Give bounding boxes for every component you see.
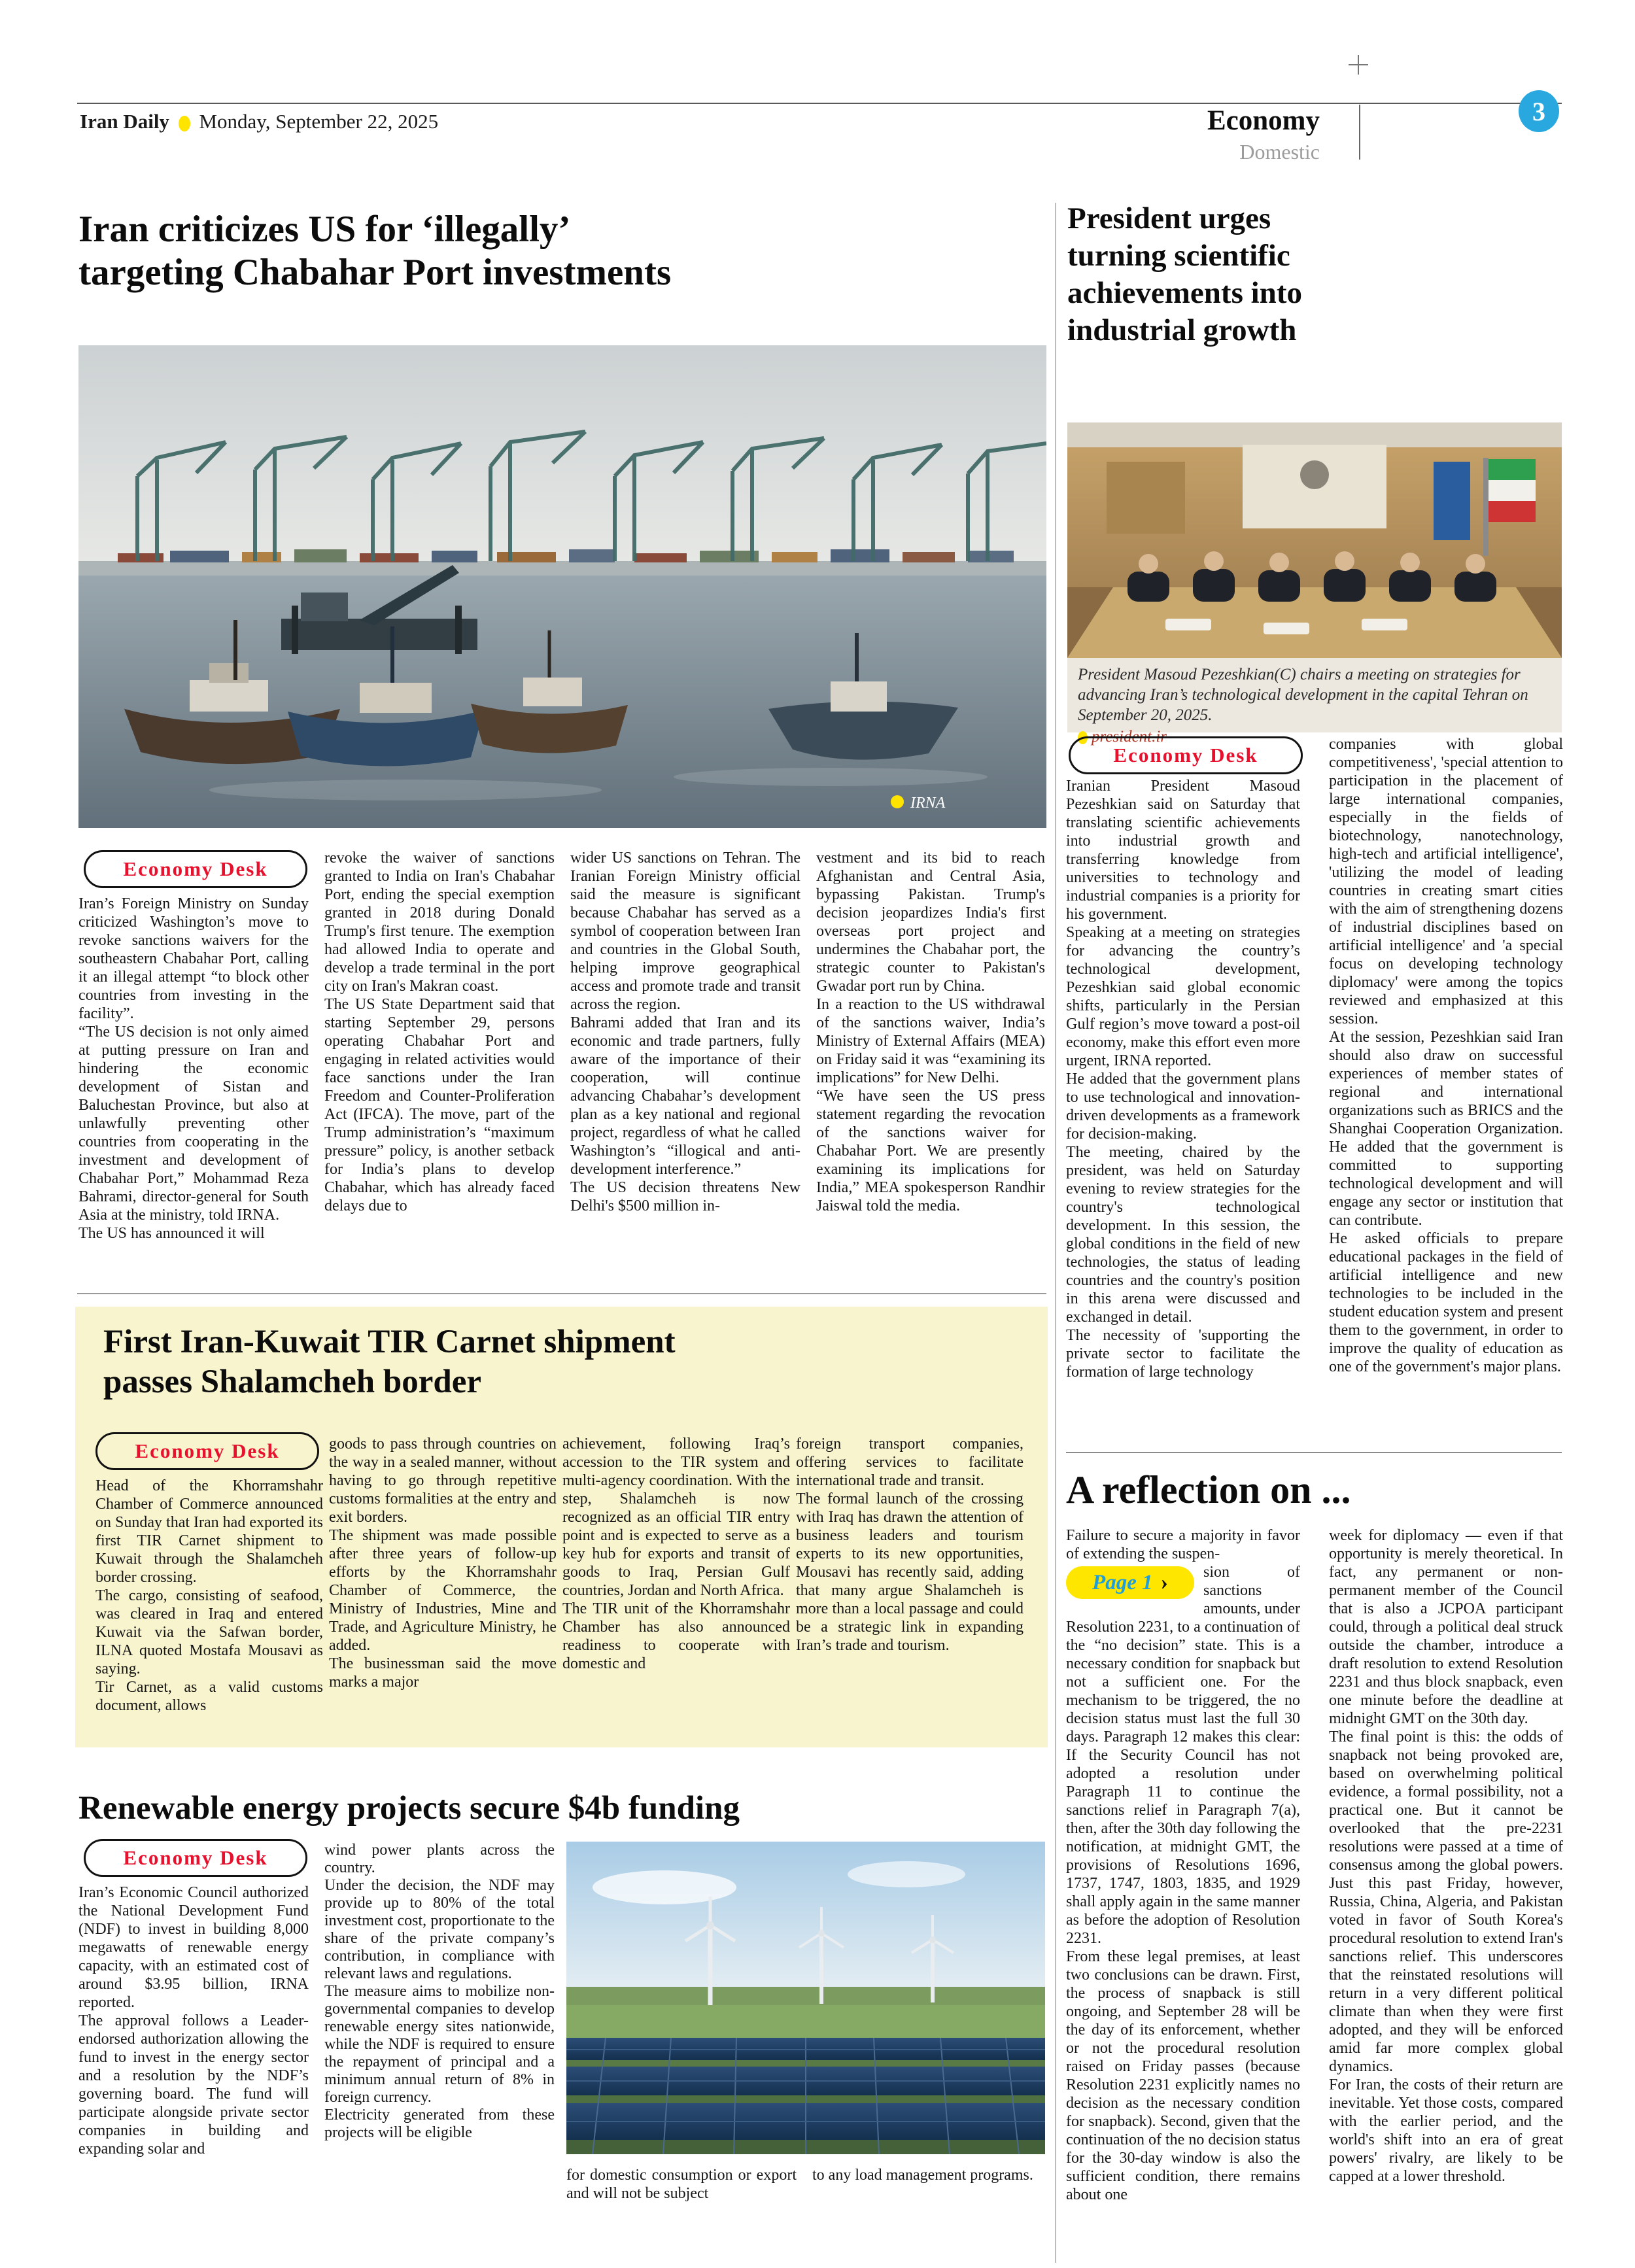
caption-text: President Masoud Pezeshkian(C) chairs a meeting on strategies for advancing Iran’s technological development in the capital Tehran on September 20, 2025. — [1078, 666, 1528, 724]
paragraph: foreign transport companies, offering services to facilitate international trade and transit. — [796, 1435, 1024, 1489]
paragraph: Speaking at a meeting on strategies for advancing the country’s technological development, Pezeshkian said global economic shifts, particularly in the Persian Gulf region’s move toward a post-oil economy, make this effort even more urgent, IRNA reported. — [1066, 924, 1300, 1069]
masthead — [80, 110, 438, 133]
reflection-column-1 — [1066, 1526, 1300, 2259]
tir-column-4 — [796, 1435, 1024, 1728]
paragraph: Page 1 › sion of sanctions amounts, under Resolution 2231, to a continuation of the “no decision” state. This is a necessary condition for snapback but not a sufficient one. For the mechanism to be triggered, the no decision status must last the full 30 days. Paragraph 12 makes this clear: If the Security Council has not adopted a resolution under Paragraph 11 to continue the sanctions relief in Paragraph 7(a), then, after the 30th day following the notification, at midnight GMT, the provisions of Resolutions 1696, 1737, 1747, 1803, 1835, and 1929 shall apply again in the same manner as before the adoption of Resolution 2231. — [1066, 1564, 1300, 1947]
solar-panels — [566, 2038, 1045, 2154]
president-photo — [1067, 422, 1562, 658]
paragraph: The US State Department said that starting September 29, persons operating Chabahar Port and engaging in related activities would face sanctions under the Iran Freedom and Counter-Proliferation Act (IFCA). The move, part of the Trump administration’s “maximum pressure” policy, is another setback for India’s plans to develop Chabahar, which has already faced delays due to — [324, 996, 555, 1214]
paragraph: The approval follows a Leader-endorsed authorization allowing the fund to invest in the energy sector and a resolution by the NDF’s governing board. The fund will participate alongside private sector companies in building and expanding solar and — [78, 2012, 309, 2157]
paragraph: The necessity of 'supporting the private sector to facilitate the formation of large technology — [1066, 1327, 1300, 1381]
page-1-link[interactable]: Page 1 › — [1066, 1566, 1194, 1599]
section-subtitle: Domestic — [1239, 140, 1320, 163]
chabahar-column-4 — [816, 849, 1045, 1270]
paragraph: Under the decision, the NDF may provide up to 80% of the total investment cost, proportionate to the share of the private company’s contribution, in compliance with relevant laws and regulations. — [324, 1877, 555, 1982]
renewable-headline: Renewable energy projects secure $4b funding — [78, 1790, 740, 1827]
chevron-right-icon: › — [1160, 1570, 1168, 1594]
paragraph: vestment and its bid to reach Afghanistan and Central Asia, bypassing Pakistan. Trump's decision jeopardizes India's first overseas port project and undermines the Chabahar port, the strategic counter to Pakistan's Gwadar port run by China. — [816, 850, 1045, 995]
renewable-continuation-1 — [566, 2166, 797, 2208]
paragraph: He asked officials to prepare educational packages in the field of artificial intelligence and new technologies to be included in the student education system and present them to the government, in order to improve the quality of education as one of the government's major plans. — [1329, 1230, 1563, 1375]
paragraph: The measure aims to mobilize non-governmental companies to develop renewable energy sites nationwide, while the NDF is required to ensure the repayment of principal and a minimum annual return of 8% in foreign currency. — [324, 1983, 555, 2106]
paragraph: Tir Carnet, as a valid customs document, allows — [95, 1679, 323, 1714]
meeting-illustration — [1067, 422, 1562, 658]
header-divider — [1359, 105, 1360, 160]
paragraph: Bahrami added that Iran and its economic and trade partners, fully aware of the importance of their cooperation, will continue advancing Chabahar’s development plan as a key national and regional project, regardless of what he called Washington’s “illogical and anti-development interference.” — [570, 1014, 800, 1178]
president-column-1 — [1066, 777, 1300, 1436]
paragraph: The shipment was made possible after three years of follow-up efforts by the Khorramshahr Chamber of Commerce, the Ministry of Industries, Mine and Trade, and Agriculture Ministry, he added. — [329, 1527, 557, 1654]
tv-screen — [1434, 462, 1470, 540]
credit-dot-icon — [891, 795, 904, 808]
issue-date: Monday, September 22, 2025 — [199, 110, 439, 133]
bullet-dot-icon — [179, 116, 190, 131]
president-column-2 — [1329, 735, 1563, 1431]
paragraph: week for diplomacy — even if that opportunity is merely theoretical. In fact, any permanent or non-permanent member of the Council that is also a JCPOA participant could, through a political deal struck outside the chamber, introduce a draft resolution to extend Resolution 2231 and thus block snapback, even one minute before the deadline at midnight GMT on the 30th day. — [1329, 1527, 1563, 1727]
economy-desk-badge-tir: Economy Desk — [95, 1432, 319, 1470]
president-photo-caption — [1067, 658, 1562, 746]
renewable-column-1 — [78, 1883, 309, 2250]
president-headline: President urges turning scientific achievements into industrial growth — [1067, 201, 1302, 347]
chabahar-column-2 — [324, 849, 555, 1270]
section-title: Economy — [1207, 105, 1320, 136]
paragraph: Iran’s Foreign Ministry on Sunday criticized Washington’s move to revoke sanctions waivers for the southeastern Chabahar Port, calling it an illegal attempt “to block other countries from investing in the facility”. — [78, 895, 309, 1022]
paragraph: Iran’s Economic Council authorized the National Development Fund (NDF) to invest in building 8,000 megawatts of renewable energy capacity, with an estimated cost of around $3.95 billion, IRNA reported. — [78, 1884, 309, 2011]
paragraph: He added that the government plans to use technological and innovation-driven developments as a framework for decision-making. — [1066, 1071, 1300, 1143]
tir-headline: First Iran-Kuwait TIR Carnet shipment passes Shalamcheh border — [103, 1324, 676, 1400]
economy-desk-badge-chabahar: Economy Desk — [84, 850, 307, 888]
column-divider — [1055, 203, 1056, 2263]
paragraph: In a reaction to the US withdrawal of the sanctions waiver, India’s Ministry of External Affairs (MEA) on Friday said it was “examining its implications” for New Delhi. — [816, 996, 1045, 1086]
paragraph: revoke the waiver of sanctions granted to India on Iran's Chabahar Port, ending the special exemption granted in 2018 during Donald Trump's first tenure. The exemption had allowed India to operate and develop a trade terminal in the port city on Iran's Makran coast. — [324, 850, 555, 995]
paragraph: to any load management programs. — [812, 2167, 1033, 2184]
page-number: 3 — [1532, 96, 1545, 126]
tir-column-3 — [562, 1435, 790, 1728]
tir-column-1 — [95, 1477, 323, 1733]
paragraph: Head of the Khorramshahr Chamber of Commerce announced on Sunday that Iran had exported its first TIR Carnet shipment to Kuwait through the Shalamcheh border crossing. — [95, 1477, 323, 1586]
economy-desk-badge-renewable: Economy Desk — [84, 1839, 307, 1877]
paragraph: companies with global competitiveness', 'special attention to participation in the placement of large international companies, especially in the fields of biotechnology, nanotechnology, high-tech and artificial intelligence', 'utilizing the model of leading countries in creating smart cities with the aim of strengthening dozens of industrial disciplines based on artificial intelligence' and 'a special focus on developing technology diplomacy' were among the topics reviewed and emphasized at this session. — [1329, 736, 1563, 1027]
paragraph: The formal launch of the crossing with Iraq has drawn the attention of business leaders and tourism experts to its new opportunities, Mousavi has recently said, adding that many argue Shalamcheh is more than a local passage and could be a strategic link in expanding Iran’s trade and tourism. — [796, 1490, 1024, 1654]
chabahar-column-1 — [78, 895, 309, 1279]
paragraph: The final point is this: the odds of snapback not being provoked are, based on overwhelming political evidence, a formal possibility, not a practical one. But it cannot be overlooked that the pre-2231 resolutions were passed at a time of consensus among the global powers. Just this past Friday, however, Russia, China, Algeria, and Pakistan voted in favor of South Korea's procedural resolution to extend Iran's sanctions relief. This underscores that the reinstated resolutions will return in a very different political climate than when they were first adopted, and they will be enforced amid far more complex global dynamics. — [1329, 1728, 1563, 2075]
paragraph: For Iran, the costs of their return are inevitable. Yet those costs, compared with the earlier period, and the world's shift into an era of great powers' rivalry, are likely to be capped at a lower threshold. — [1329, 2076, 1563, 2185]
paragraph: From these legal premises, at least two conclusions can be drawn. First, the process of snapback is still ongoing, and September 28 will be the day of its enforcement, whether or not the procedural resolution raised on Friday passes (because Resolution 2231 explicitly names no decision as the necessary condition for snapback). Second, given that the continuation of the no decision status for the 30-day window is also the sufficient condition, there remains about one — [1066, 1948, 1300, 2203]
caption-credit: president.ir — [1078, 728, 1551, 746]
renewable-photo — [566, 1842, 1045, 2154]
page-number-badge — [1519, 90, 1559, 132]
paragraph: At the session, Pezeshkian said Iran should also draw on successful experiences of member states of regional and international organizations such as BRICS and the Shanghai Cooperation Organization. He added that the government is committed to supporting technological development and will engage any sector or institution that can contribute. — [1329, 1029, 1563, 1229]
paragraph: The meeting, chaired by the president, was held on Saturday evening to review strategies for the country's technological development. In this session, the global conditions in the field of new technologies, the status of leading countries and the country's position in this arena were discussed and exchanged in detail. — [1066, 1144, 1300, 1326]
paragraph: “We have seen the US press statement regarding the revocation of the sanctions waiver for Chabahar Port. We are presently examining its implications for India,” MEA spokesperson Randhir Jaiswal told the media. — [816, 1088, 1045, 1214]
paragraph: Electricity generated from these projects will be eligible — [324, 2106, 555, 2141]
paragraph: wider US sanctions on Tehran. The Iranian Foreign Ministry official said the measure is significant because Chabahar has served as a symbol of cooperation between Iran and countries in the Global South, helping improve geographical access and promote trade and transit across the region. — [570, 850, 800, 1013]
header-rule — [77, 103, 1562, 104]
port-scene-illustration — [78, 345, 1046, 828]
paragraph: goods to pass through countries on the way in a sealed manner, without having to go through repetitive customs formalities at the entry and exit borders. — [329, 1435, 557, 1526]
paragraph: achievement, following Iraq’s accession to the TIR system and multi-agency coordination. With the step, Shalamcheh is now recognized as an official TIR entry point and is expected to serve as a key hub for exports and transit of goods to Iraq, Persian Gulf countries, Jordan and North Africa. — [562, 1435, 790, 1599]
emblem-icon — [1300, 460, 1329, 489]
tir-column-2 — [329, 1435, 557, 1728]
chabahar-headline: Iran criticizes US for ‘illegally’ targeting Chabahar Port investments — [78, 209, 672, 293]
photo-credit-label: IRNA — [910, 795, 946, 812]
chabahar-port-photo — [78, 345, 1046, 828]
chabahar-column-3 — [570, 849, 800, 1270]
crop-mark-icon — [1349, 55, 1368, 75]
paragraph: The US has announced it will — [78, 1225, 265, 1242]
reflection-headline: A reflection on ... — [1066, 1468, 1351, 1511]
paragraph: The TIR unit of the Khorramshahr Chamber has also announced readiness to cooperate with domestic and — [562, 1600, 790, 1672]
paragraph: The cargo, consisting of seafood, was cleared in Iraq and entered Kuwait via the Safwan border, ILNA quoted Mostafa Mousavi as saying. — [95, 1587, 323, 1677]
reflection-column-2 — [1329, 1526, 1563, 2259]
paragraph: “The US decision is not only aimed at putting pressure on Iran and hindering the economic development of Sistan and Baluchestan Province, but also at unlawfully preventing other countries from cooperating in the investment and development of Chabahar Port,” Mohammad Reza Bahrami, director-general for South Asia at the ministry, told IRNA. — [78, 1023, 309, 1224]
paragraph: The businessman said the move marks a major — [329, 1655, 557, 1691]
renewable-continuation-2 — [812, 2166, 1042, 2208]
tir-article-box — [75, 1307, 1048, 1747]
paragraph: for domestic consumption or export and will not be subject — [566, 2167, 797, 2202]
paper-name: Iran Daily — [80, 110, 169, 133]
reflection-divider — [1066, 1452, 1562, 1453]
renewable-column-2 — [324, 1842, 555, 2265]
paragraph: The US decision threatens New Delhi's $500 million in- — [570, 1179, 800, 1214]
solar-wind-illustration — [566, 1842, 1045, 2154]
paragraph: wind power plants across the country. — [324, 1842, 555, 1876]
economy-desk-badge-president: Economy Desk — [1069, 736, 1303, 774]
article-divider — [77, 1293, 1046, 1294]
paragraph: Iranian President Masoud Pezeshkian said on Saturday that translating scientific achievements into industrial growth and transferring knowledge from universities to technology and industrial companies is a priority for his government. — [1066, 778, 1300, 923]
paragraph: Failure to secure a majority in favor of extending the suspen- — [1066, 1527, 1300, 1562]
